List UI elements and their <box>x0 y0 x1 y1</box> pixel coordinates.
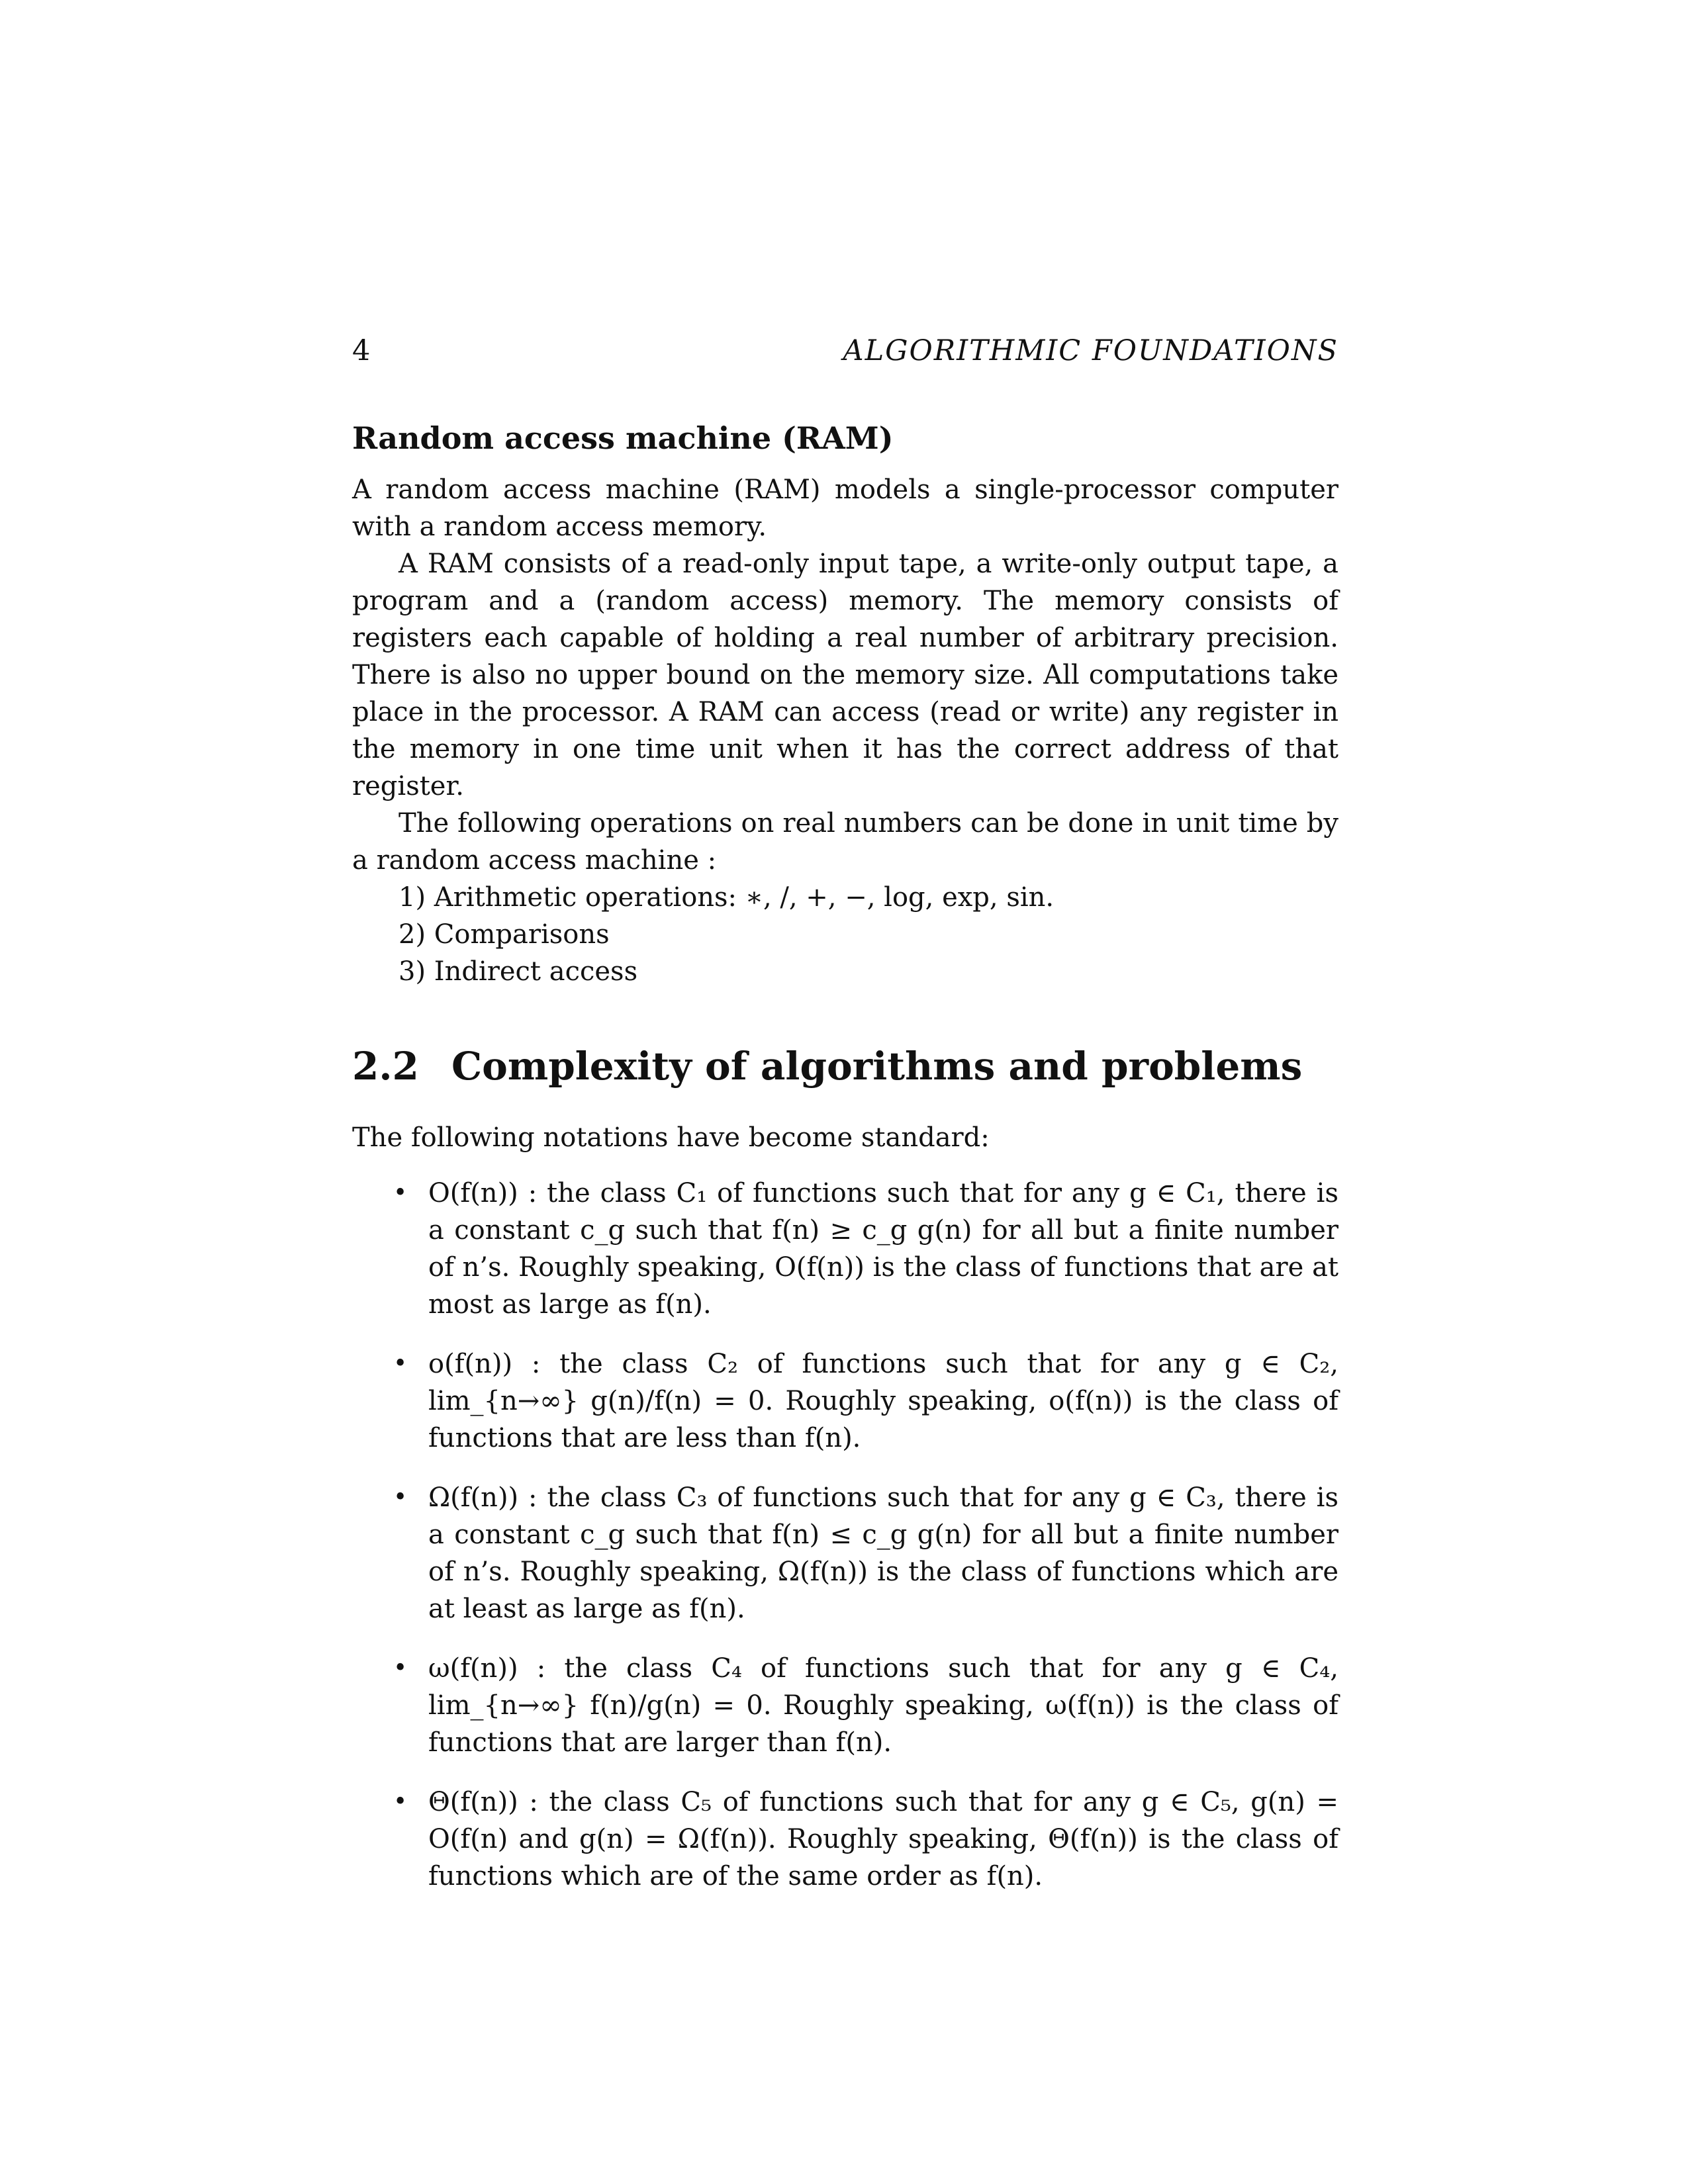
intro-paragraph: The following notations have become standard: <box>352 1122 990 1153</box>
ram-paragraph: A RAM consists of a read-only input tape, a write-only output tape, a program and a (random access) memory. The memory consists of registers each capable of holding a real number of arbitrary precision. There is also no upper bound on the memory size. All computations take place in the processor. A RAM can access (read or write) any register in the memory in one time unit when it has the correct address of that register. <box>352 549 1338 801</box>
bullet-icon: • <box>393 1350 408 1377</box>
ram-paragraph: A random access machine (RAM) models a single-processor computer with a random access memory. <box>352 475 1338 542</box>
notation-text: ω(f(n)) : the class C₄ of functions such that for any g ∈ C₄, lim_{n→∞} f(n)/g(n) = 0. Roughly speaking, ω(f(n)) is the class of functions that are larger than f(n). <box>428 1653 1338 1758</box>
running-header <box>352 331 1338 371</box>
notation-text: Θ(f(n)) : the class C₅ of functions such that for any g ∈ C₅, g(n) = O(f(n) and g(n) = Ω(f(n)). Roughly speaking, Θ(f(n)) is the class of functions which are of the same order as f(n). <box>428 1787 1338 1891</box>
complexity-body <box>352 1119 1338 1895</box>
ram-heading: Random access machine (RAM) <box>352 420 894 456</box>
bullet-icon: • <box>393 1484 408 1511</box>
bullet-icon: • <box>393 1788 408 1815</box>
ram-paragraph: The following operations on real numbers can be done in unit time by a random access machine : <box>352 808 1338 876</box>
ram-body <box>352 471 1338 990</box>
notation-text: O(f(n)) : the class C₁ of functions such that for any g ∈ C₁, there is a constant c_g such that f(n) ≥ c_g g(n) for all but a finite number of n’s. Roughly speaking, O(f(n)) is the class of functions that are at most as large as f(n). <box>428 1178 1338 1320</box>
notation-item <box>352 1650 1338 1761</box>
bullet-icon: • <box>393 1655 408 1682</box>
page-number: 4 <box>352 334 371 367</box>
notation-item <box>352 1784 1338 1895</box>
operation-item: 1) Arithmetic operations: ∗, /, +, −, log, exp, sin. <box>399 882 1055 913</box>
section-heading <box>352 1040 1338 1093</box>
notation-item <box>352 1345 1338 1457</box>
section-title: Complexity of algorithms and problems <box>451 1044 1303 1089</box>
operation-item: 3) Indirect access <box>399 956 638 987</box>
operations-list <box>352 879 1338 990</box>
bullet-icon: • <box>393 1179 408 1206</box>
notation-text: o(f(n)) : the class C₂ of functions such that for any g ∈ C₂, lim_{n→∞} g(n)/f(n) = 0. Roughly speaking, o(f(n)) is the class of functions that are less than f(n). <box>428 1349 1338 1453</box>
chapter-title: ALGORITHMIC FOUNDATIONS <box>843 334 1338 367</box>
section-number: 2.2 <box>352 1044 419 1089</box>
operation-item: 2) Comparisons <box>399 919 610 950</box>
notation-item <box>352 1479 1338 1627</box>
document-page <box>352 331 1338 1917</box>
notation-text: Ω(f(n)) : the class C₃ of functions such that for any g ∈ C₃, there is a constant c_g such that f(n) ≤ c_g g(n) for all but a finite number of n’s. Roughly speaking, Ω(f(n)) is the class of functions which are at least as large as f(n). <box>428 1482 1338 1624</box>
notation-item <box>352 1175 1338 1323</box>
notation-list <box>352 1175 1338 1895</box>
